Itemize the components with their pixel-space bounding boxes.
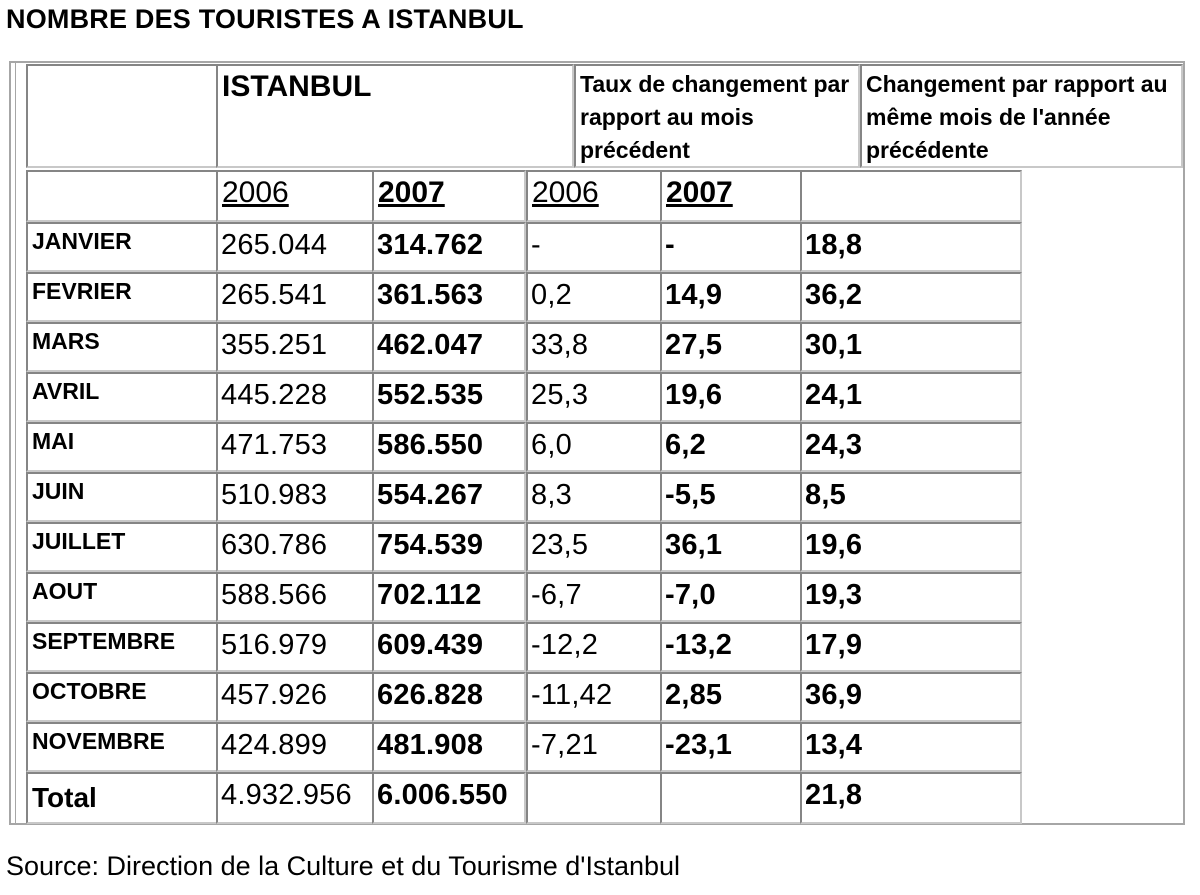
- month-cell: OCTOBRE: [26, 672, 218, 722]
- tourists-2006-cell: 424.899: [216, 722, 374, 772]
- tourists-2007-cell: 609.439: [372, 622, 526, 672]
- rate-2006-cell: -12,2: [526, 622, 662, 672]
- rate-2007-cell: 27,5: [660, 322, 802, 372]
- yoy-change-cell: 24,1: [800, 372, 1022, 422]
- year-header-2006-rate: 2006: [526, 170, 662, 222]
- tourists-2007-cell: 314.762: [372, 222, 526, 272]
- rate-2007-cell: -23,1: [660, 722, 802, 772]
- yoy-change-cell: 13,4: [800, 722, 1022, 772]
- yoy-change-cell: 18,8: [800, 222, 1022, 272]
- year-header-2007-rate: 2007: [660, 170, 802, 222]
- tourists-2007-cell: 586.550: [372, 422, 526, 472]
- rate-2006-cell: 0,2: [526, 272, 662, 322]
- total-rate-2006-cell: [526, 772, 662, 824]
- rate-2006-cell: 8,3: [526, 472, 662, 522]
- month-cell: JUIN: [26, 472, 218, 522]
- yoy-change-cell: 17,9: [800, 622, 1022, 672]
- rate-2007-cell: 36,1: [660, 522, 802, 572]
- tourists-2006-cell: 265.541: [216, 272, 374, 322]
- tourists-2006-cell: 457.926: [216, 672, 374, 722]
- yoy-change-cell: 36,9: [800, 672, 1022, 722]
- header-corner-cell: [26, 64, 218, 168]
- year-row-blank-cell: [26, 170, 218, 222]
- tourists-2006-cell: 510.983: [216, 472, 374, 522]
- tourists-2007-cell: 554.267: [372, 472, 526, 522]
- rate-2007-cell: 2,85: [660, 672, 802, 722]
- tourists-2007-cell: 361.563: [372, 272, 526, 322]
- tourists-2007-cell: 626.828: [372, 672, 526, 722]
- rate-2006-cell: -11,42: [526, 672, 662, 722]
- year-header-2006: 2006: [216, 170, 374, 222]
- rate-2007-cell: 19,6: [660, 372, 802, 422]
- month-cell: AOUT: [26, 572, 218, 622]
- rate-2006-cell: 6,0: [526, 422, 662, 472]
- yoy-change-cell: 30,1: [800, 322, 1022, 372]
- rate-2007-cell: 6,2: [660, 422, 802, 472]
- total-label-cell: Total: [26, 772, 218, 824]
- rate-2007-cell: -: [660, 222, 802, 272]
- page-title: NOMBRE DES TOURISTES A ISTANBUL: [6, 4, 524, 34]
- tourists-2007-cell: 481.908: [372, 722, 526, 772]
- rate-2007-cell: 14,9: [660, 272, 802, 322]
- tourists-2007-cell: 462.047: [372, 322, 526, 372]
- rate-2006-cell: -6,7: [526, 572, 662, 622]
- month-cell: MAI: [26, 422, 218, 472]
- tourists-2006-cell: 265.044: [216, 222, 374, 272]
- total-2006-cell: 4.932.956: [216, 772, 374, 824]
- month-cell: MARS: [26, 322, 218, 372]
- total-rate-2007-cell: [660, 772, 802, 824]
- month-cell: FEVRIER: [26, 272, 218, 322]
- month-cell: JANVIER: [26, 222, 218, 272]
- yoy-change-cell: 8,5: [800, 472, 1022, 522]
- rate-2007-cell: -5,5: [660, 472, 802, 522]
- tourists-2007-cell: 702.112: [372, 572, 526, 622]
- rate-2006-cell: 33,8: [526, 322, 662, 372]
- tourists-2006-cell: 588.566: [216, 572, 374, 622]
- year-header-2007: 2007: [372, 170, 526, 222]
- tourists-2006-cell: 445.228: [216, 372, 374, 422]
- total-2007-cell: 6.006.550: [372, 772, 526, 824]
- rate-2007-cell: -13,2: [660, 622, 802, 672]
- rate-2006-cell: -: [526, 222, 662, 272]
- source-note: Source: Direction de la Culture et du Tourisme d'Istanbul: [6, 851, 681, 881]
- year-row-yoy-blank-cell: [800, 170, 1022, 222]
- yoy-change-cell: 24,3: [800, 422, 1022, 472]
- yoy-change-cell: 19,3: [800, 572, 1022, 622]
- header-rate-previous-month: Taux de changement par rapport au mois précédent: [574, 64, 860, 168]
- total-yoy-cell: 21,8: [800, 772, 1022, 824]
- tourists-2006-cell: 471.753: [216, 422, 374, 472]
- month-cell: SEPTEMBRE: [26, 622, 218, 672]
- month-cell: NOVEMBRE: [26, 722, 218, 772]
- header-istanbul: ISTANBUL: [216, 64, 574, 168]
- rate-2006-cell: 25,3: [526, 372, 662, 422]
- yoy-change-cell: 19,6: [800, 522, 1022, 572]
- rate-2006-cell: -7,21: [526, 722, 662, 772]
- rate-2007-cell: -7,0: [660, 572, 802, 622]
- rate-2006-cell: 23,5: [526, 522, 662, 572]
- month-cell: AVRIL: [26, 372, 218, 422]
- tourists-2006-cell: 630.786: [216, 522, 374, 572]
- yoy-change-cell: 36,2: [800, 272, 1022, 322]
- tourists-2006-cell: 516.979: [216, 622, 374, 672]
- header-change-same-month: Changement par rapport au même mois de l'année précédente: [860, 64, 1183, 168]
- tourists-2006-cell: 355.251: [216, 322, 374, 372]
- table-frame-inner-edge: [15, 61, 16, 825]
- tourists-2007-cell: 552.535: [372, 372, 526, 422]
- month-cell: JUILLET: [26, 522, 218, 572]
- tourists-2007-cell: 754.539: [372, 522, 526, 572]
